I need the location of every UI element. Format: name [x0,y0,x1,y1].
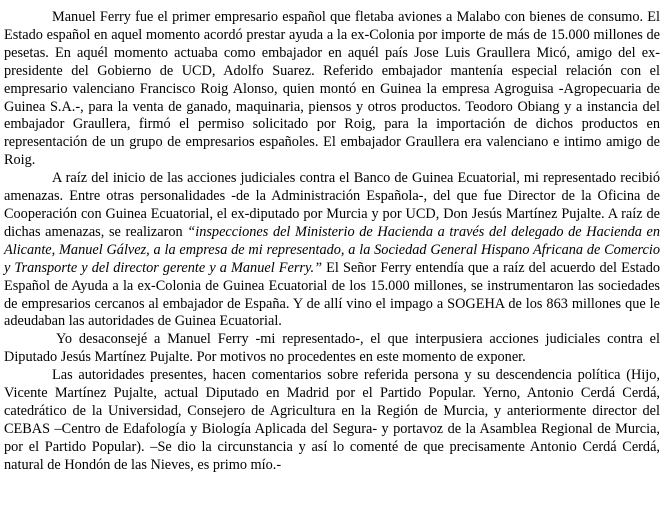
paragraph-threats-text-after: El Señor Ferry entendía que a raíz del acuerdo del Estado Español de Ayuda a la ex-Colonia de Guinea Ecuatorial de los 15.000 millones, se instrumentaron las sociedades de empresarios cercanos al embajador de España. Y de allí vino el impago a SOGEHA de los 863 millones que le adeudaban las autoridades de Guinea Ecuatorial. [4,259,660,330]
paragraph-ferry-malabo: Manuel Ferry fue el primer empresario español que fletaba aviones a Malabo con bienes de consumo. El Estado español en aquel momento acordó prestar ayuda a la ex-Colonia por importe de más de 15.000 millones de pesetas. En aquél momento actuaba como embajador en aquél país Jose Luis Graullera Micó, amigo del ex-presidente del Gobierno de UCD, Adolfo Suarez. Referido embajador mantenía especial relación con el empresario valenciano Francisco Roig Alonso, quien montó en Guinea la empresa Agroguisa -Agropecuaria de Guinea S.A.-, para la venta de ganado, maquinaria, piensos y otros productos. Teodoro Obiang y a instancia del embajador Graullera, firmó el permiso solicitado por Roig, para la importación de dichos productos en representación de un grupo de empresarios españoles. El embajador Graullera era valenciano e intimo amigo de Roig. [4,9,660,169]
paragraph-advice: Yo desaconsejé a Manuel Ferry -mi representado-, el que interpusiera acciones judiciales contra el Diputado Jesús Martínez Pujalte. Por motivos no procedentes en este momento de exponer. [4,331,660,366]
paragraph-authorities: Las autoridades presentes, hacen comentarios sobre referida persona y su descendencia política (Hijo, Vicente Martínez Pujalte, actual Diputado en Madrid por el Partido Popular. Yerno, Antonio Cerdá Cerdá, catedrático de la Universidad, Consejero de Agricultura en la Región de Murcia, y anteriormente director del CEBAS –Centro de Edafología y Biología Aplicada del Segura- y portavoz de la Asamblea Regional de Murcia, por el Partido Popular). –Se dio la circunstancia y así lo comenté de que precisamente Antonio Cerdá Cerdá, natural de Hondón de las Nieves, es primo mío.- [4,367,660,473]
paragraph-threats-text-before: A raíz del inicio de las acciones judiciales contra el Banco de Guinea Ecuatorial, mi representado recibió amenazas. Entre otras personalidades -de la Administración Española-, del que fue Director de la Oficina de Cooperación con Guinea Ecuatorial, el ex-diputado por Murcia y por UCD, Don Jesús Martínez Pujalte. A raíz de dichas amenazas, se realizaron [4,170,660,240]
paragraph-threats-quote: “inspecciones del Ministerio de Hacienda a través del delegado de Hacienda en Alicante, Manuel Gálvez, a la empresa de mi representado, a la Sociedad General Hispano Africana de Comercio y Transporte y del director gerente y a Manuel Ferry.” [4,223,660,276]
paragraph-threats [4,170,660,331]
